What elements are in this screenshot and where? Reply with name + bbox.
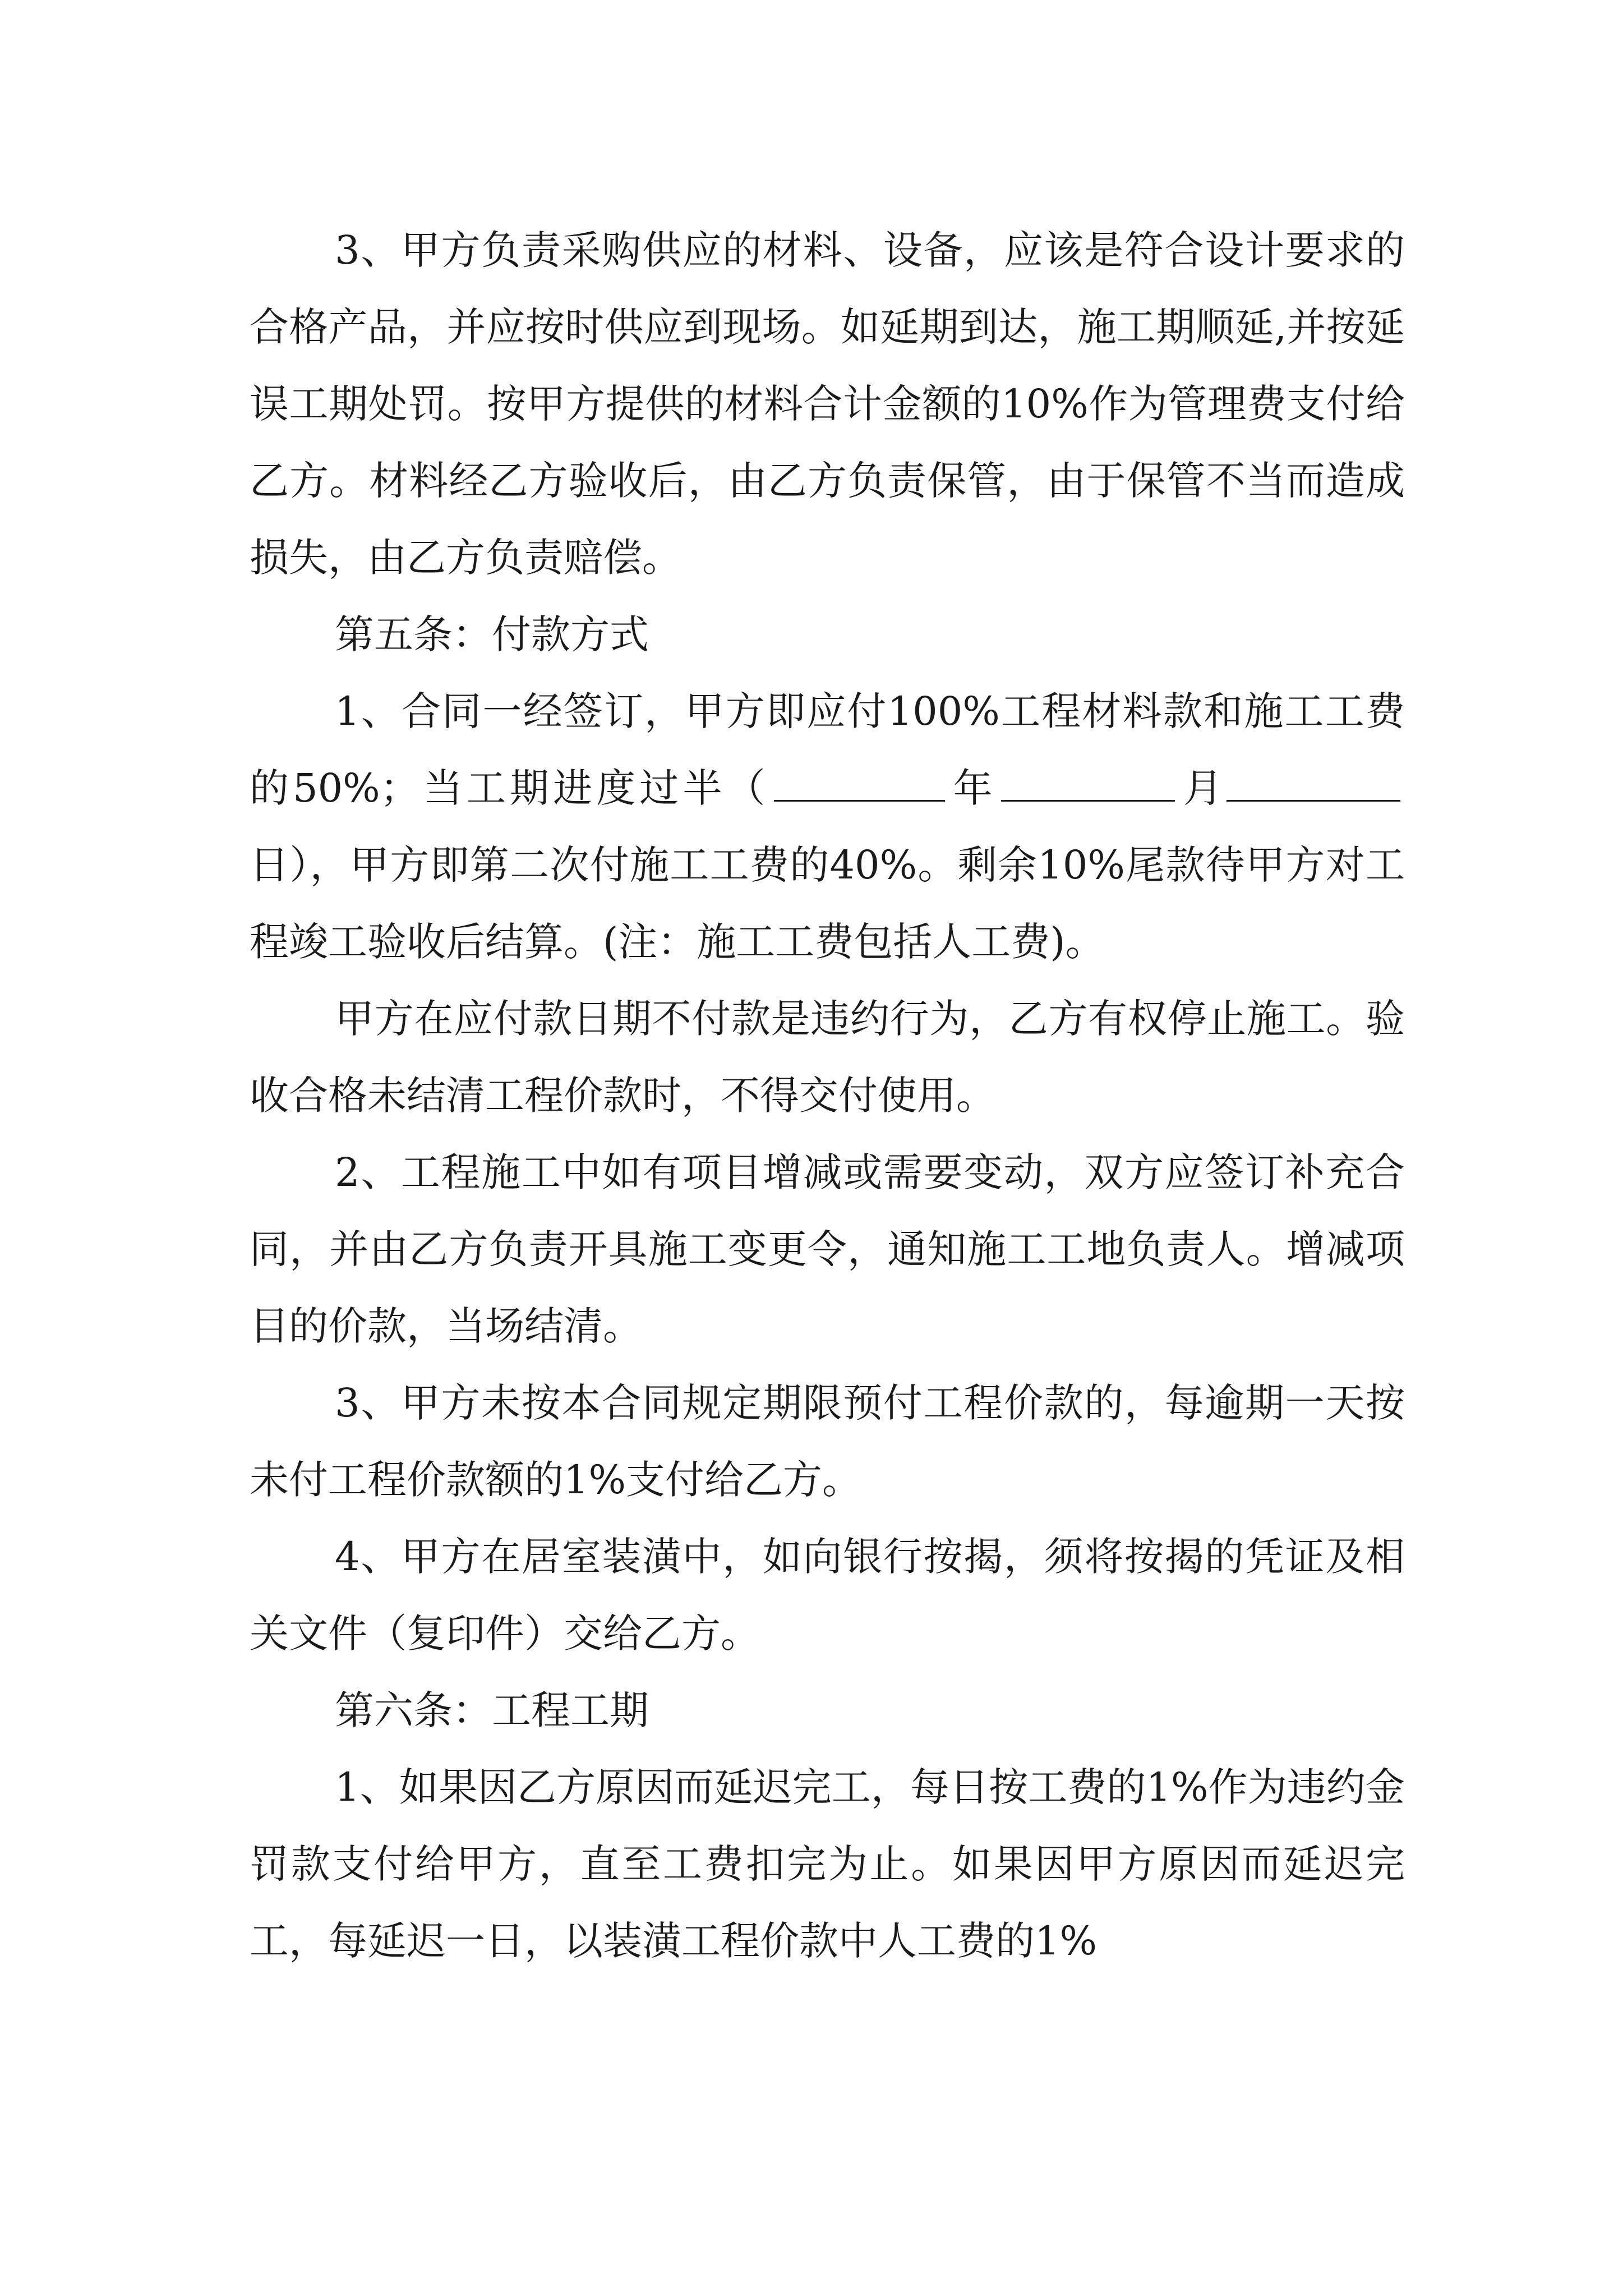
- payment-schedule-text-a: 1、合同一经签订，甲方即应付100%工程材料款和施工工费的50%；当工期进度过半（: [250, 688, 1405, 811]
- day-blank: [1227, 765, 1400, 802]
- year-label: 年: [949, 765, 997, 811]
- paragraph-mortgage: 4、甲方在居室装潢中，如向银行按揭，须将按揭的凭证及相关文件（复印件）交给乙方。: [250, 1534, 1405, 1657]
- year-blank: [774, 765, 945, 802]
- month-label: 月: [1179, 765, 1227, 811]
- paragraph-late-payment: 甲方在应付款日期不付款是违约行为，乙方有权停止施工。验收合格未结清工程价款时，不得交付使用。: [250, 996, 1405, 1119]
- paragraph-project-changes: 2、工程施工中如有项目增减或需要变动，双方应签订补充合同，并由乙方负责开具施工变更令，通知施工工地负责人。增减项目的价款，当场结清。: [250, 1149, 1405, 1349]
- month-blank: [1001, 765, 1175, 802]
- paragraph-delay-penalty: 1、如果因乙方原因而延迟完工，每日按工费的1%作为违约金罚款支付给甲方，直至工费扣完为止。如果因甲方原因而延迟完工，每延迟一日，以装潢工程价款中人工费的1%: [250, 1764, 1405, 1964]
- heading-article-6: 第六条：工程工期: [335, 1687, 649, 1733]
- paragraph-prepayment-penalty: 3、甲方未按本合同规定期限预付工程价款的，每逾期一天按未付工程价款额的1%支付给乙方。: [250, 1380, 1405, 1503]
- document-body: [250, 212, 1405, 1980]
- paragraph-payment-schedule: [250, 673, 1405, 981]
- paragraph-materials-supply: 3、甲方负责采购供应的材料、设备，应该是符合设计要求的合格产品，并应按时供应到现场。如延期到达，施工期顺延,并按延误工期处罚。按甲方提供的材料合计金额的10%作为管理费支付给乙方。材料经乙方验收后，由乙方负责保管，由于保管不当而造成损失，由乙方负责赔偿。: [250, 227, 1405, 581]
- heading-article-5: 第五条：付款方式: [335, 611, 649, 657]
- payment-schedule-text-b: 日），甲方即第二次付施工工费的40%。剩余10%尾款待甲方对工程竣工验收后结算。(注：施工工费包括人工费)。: [250, 842, 1405, 965]
